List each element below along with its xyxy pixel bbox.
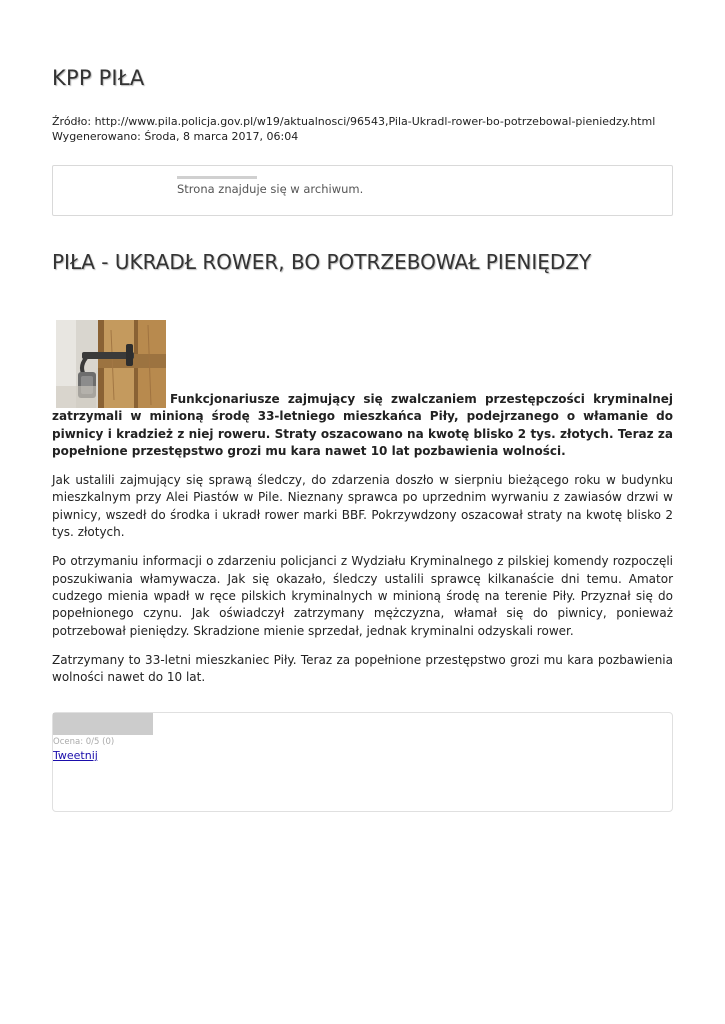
archive-bar — [177, 176, 257, 179]
rating-stars[interactable] — [53, 713, 153, 735]
meta-info — [52, 114, 655, 144]
article-lead: Funkcjonariusze zajmujący się zwalczaniem przestępczości kryminalnej zatrzymali w minioną środę 33-letniego mieszkańca Piły, podejrzanego o włamanie do piwnicy i kradzież z niej roweru. Straty oszacowano na kwotę blisko 2 tys. złotych. Teraz za popełnione przestępstwo grozi mu kara nawet 10 lat pozbawienia wolności. — [52, 392, 673, 458]
tweet-link[interactable]: Tweetnij — [53, 749, 98, 762]
article-title: PIŁA - UKRADŁ ROWER, BO POTRZEBOWAŁ PIENIĘDZY — [52, 250, 592, 274]
article-body — [52, 320, 673, 686]
rating-box — [52, 712, 673, 812]
site-title: KPP PIŁA — [52, 66, 145, 90]
archive-note: Strona znajduje się w archiwum. — [177, 182, 364, 196]
article-paragraph: Po otrzymaniu informacji o zdarzeniu policjanci z Wydziału Kryminalnego z pilskiej komendy rozpoczęli poszukiwania włamywacza. Jak się okazało, śledczy ustalili sprawcę kilkanaście dni temu. Amator cudzego mienia wpadł w ręce pilskich kryminalnych w minioną środę na terenie Piły. Przyznał się do popełnionego czynu. Jak oświadczył zatrzymany mężczyzna, włamał się do piwnicy, ponieważ potrzebował pieniędzy. Skradzione mienie sprzedał, jednak kryminalni odzyskali rower. — [52, 554, 673, 638]
article-paragraph: Zatrzymany to 33-letni mieszkaniec Piły. Teraz za popełnione przestępstwo grozi mu kara pozbawienia wolności nawet do 10 lat. — [52, 652, 673, 685]
archive-notice — [52, 165, 673, 216]
article-photo — [56, 320, 166, 408]
rating-text: Ocena: 0/5 (0) — [53, 737, 115, 747]
generated-date: Wygenerowano: Środa, 8 marca 2017, 06:04 — [52, 130, 299, 143]
article-paragraph: Jak ustalili zajmujący się sprawą śledczy, do zdarzenia doszło w sierpniu bieżącego roku w budynku mieszkalnym przy Alei Piastów w Pile. Nieznany sprawca po uprzednim wyrwaniu z zawiasów drzwi w piwnicy, wszedł do środka i ukradł rower marki BBF. Pokrzywdzony oszacował straty na kwotę blisko 2 tys. złotych. — [52, 473, 673, 540]
source-url: Źródło: http://www.pila.policja.gov.pl/w19/aktualnosci/96543,Pila-Ukradl-rower-bo-potrzebowal-pieniedzy.html — [52, 115, 656, 128]
